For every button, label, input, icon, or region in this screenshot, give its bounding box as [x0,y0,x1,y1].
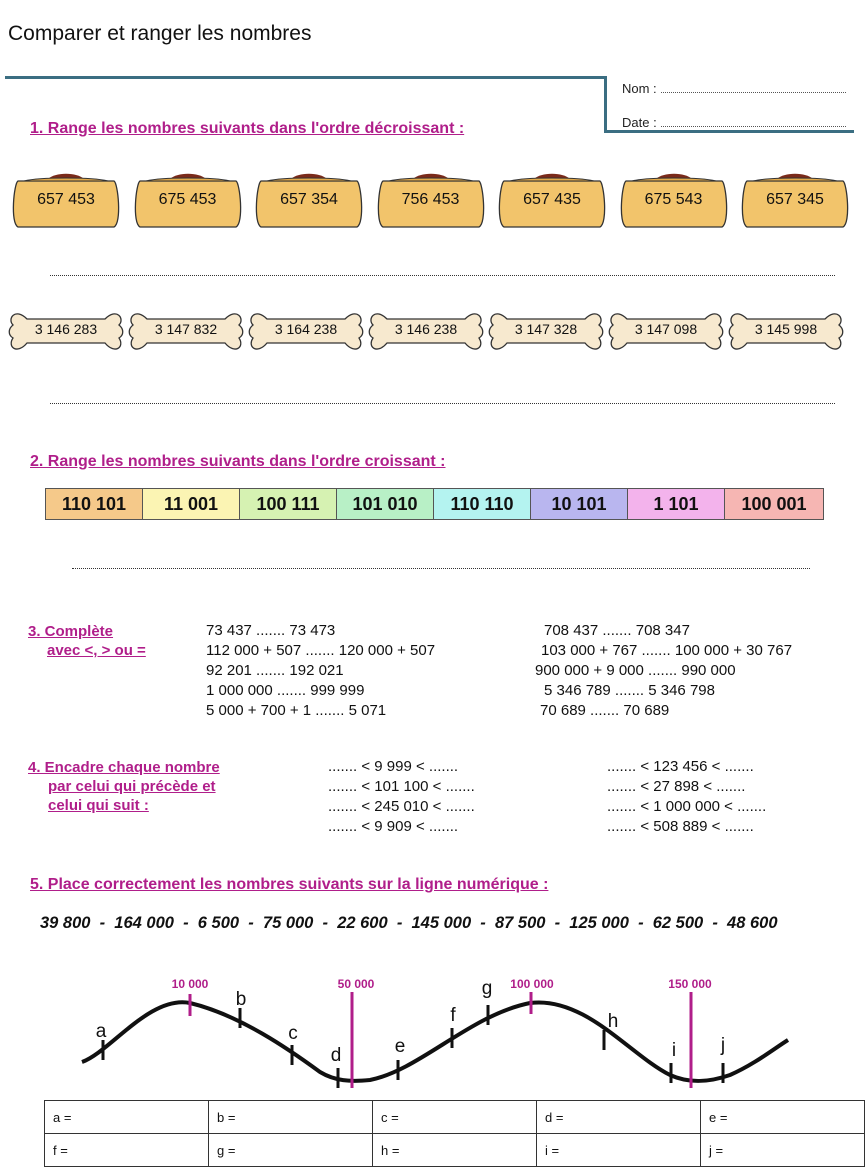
point-label-b: b [235,989,247,1010]
bone-item [727,305,845,355]
strip-cell: 100 001 [725,489,823,519]
bowl-number: 756 453 [401,191,460,208]
bone-number: 3 146 238 [394,321,458,337]
bone-item [127,305,245,355]
bowl-number: 657 435 [523,191,581,208]
compare-line: 1 000 000 ....... 999 999 [206,682,365,699]
point-label-d: d [330,1045,342,1066]
bone-number: 3 164 238 [274,321,338,337]
point-label-j: j [720,1035,726,1056]
exercise3-label [28,622,146,660]
strip-cell: 101 010 [337,489,434,519]
wave-curve [82,1002,788,1081]
bone-number: 3 145 998 [754,321,818,337]
frame-line: ....... < 123 456 < ....... [607,758,754,775]
bone-item [487,305,605,355]
number-line-wave [0,960,868,1100]
exercise1-heading: 1. Range les nombres suivants dans l'ordre décroissant : [30,120,465,137]
header-rule-bottom [604,130,854,133]
bowl-item [618,171,730,231]
point-label-i: i [671,1040,677,1061]
bowl-item [375,171,487,231]
answer-cell-a[interactable]: a = [45,1101,209,1134]
bowl-number: 657 354 [280,191,338,208]
exercise5-heading: 5. Place correctement les nombres suivants sur la ligne numérique : [30,876,549,893]
compare-line: 112 000 + 507 ....... 120 000 + 507 [206,642,436,659]
point-label-e: e [394,1036,406,1057]
date-label: Date : [622,115,657,130]
answer-cell-b[interactable]: b = [209,1101,373,1134]
exercise3-label-1: 3. Complète [28,623,114,640]
number-series: 39 800 - 164 000 - 6 500 - 75 000 - 22 600 - 145 000 - 87 500 - 125 000 - 62 500 - 48 600 [40,914,778,932]
answer-cell-j[interactable]: j = [701,1134,865,1167]
bone-item [247,305,365,355]
name-field[interactable] [622,81,846,96]
frame-line: ....... < 245 010 < ....... [328,798,475,815]
answer-row [45,1101,865,1134]
answer-table [44,1100,865,1167]
header-rule [5,76,605,79]
compare-line: 5 346 789 ....... 5 346 798 [544,682,715,699]
point-label-f: f [450,1005,456,1026]
strip-cell: 110 101 [46,489,143,519]
strip-cell: 1 101 [628,489,725,519]
frame-line: ....... < 27 898 < ....... [607,778,746,795]
bowl-item [10,171,122,231]
answer-cell-d[interactable]: d = [537,1101,701,1134]
frame-line: ....... < 508 889 < ....... [607,818,754,835]
bone-item [607,305,725,355]
bone-number: 3 147 832 [154,321,218,337]
strip-cell: 10 101 [531,489,628,519]
answer-row [45,1134,865,1167]
exercise2-heading: 2. Range les nombres suivants dans l'ordre croissant : [30,453,446,470]
answer-cell-h[interactable]: h = [373,1134,537,1167]
strip-cell: 11 001 [143,489,240,519]
exercise3-left-column [206,621,435,721]
frame-line: ....... < 9 909 < ....... [328,818,459,835]
answer-cell-e[interactable]: e = [701,1101,865,1134]
bone-number: 3 146 283 [34,321,98,337]
bowl-number: 657 345 [766,191,824,208]
compare-line: 5 000 + 700 + 1 ....... 5 071 [206,702,387,719]
compare-line: 70 689 ....... 70 689 [540,702,670,719]
exercise3-label-2: avec <, > ou = [47,642,146,659]
compare-line: 73 437 ....... 73 473 [206,622,336,639]
bone-item [367,305,485,355]
exercise4-label-1: 4. Encadre chaque nombre [28,759,220,776]
compare-line: 900 000 + 9 000 ....... 990 000 [535,662,736,679]
date-field[interactable] [622,115,846,130]
compare-line: 92 201 ....... 192 021 [206,662,344,679]
answer-cell-f[interactable]: f = [45,1134,209,1167]
bowl-number: 657 453 [37,191,95,208]
exercise3-right-column [535,621,792,721]
compare-line: 103 000 + 767 ....... 100 000 + 30 767 [541,642,793,659]
strip-cell: 100 111 [240,489,337,519]
exercise4-label-2: par celui qui précède et [48,778,216,795]
bone-item [7,305,125,355]
frame-line: ....... < 9 999 < ....... [328,758,459,775]
bone-number: 3 147 098 [634,321,698,337]
answer-cell-i[interactable]: i = [537,1134,701,1167]
exercise4-label-3: celui qui suit : [48,797,149,814]
answer-line-2[interactable] [50,403,835,404]
scale-label-50000: 50 000 [337,977,375,991]
bowl-item [739,171,851,231]
bone-number: 3 147 328 [514,321,578,337]
scale-label-150000: 150 000 [668,977,712,991]
answer-cell-c[interactable]: c = [373,1101,537,1134]
bowl-number: 675 543 [644,191,703,208]
frame-line: ....... < 1 000 000 < ....... [607,798,767,815]
answer-cell-g[interactable]: g = [209,1134,373,1167]
header-rule-vertical [604,76,607,132]
frame-line: ....... < 101 100 < ....... [328,778,475,795]
point-label-c: c [288,1023,298,1044]
point-label-h: h [607,1011,619,1032]
page-title: Comparer et ranger les nombres [8,22,312,45]
exercise4-right-column [607,757,766,837]
scale-label-100000: 100 000 [510,977,554,991]
compare-line: 708 437 ....... 708 347 [544,622,690,639]
answer-line-3[interactable] [72,568,810,569]
point-label-g: g [481,978,493,999]
bowl-item [496,171,608,231]
bowl-item [132,171,244,231]
name-label: Nom : [622,81,657,96]
exercise4-label [28,758,220,815]
bowl-item [253,171,365,231]
scale-label-10000: 10 000 [171,977,209,991]
answer-line-1[interactable] [50,275,835,276]
scale-marks [190,992,691,1088]
bowl-number: 675 453 [158,191,217,208]
point-label-a: a [95,1021,107,1042]
strip-cell: 110 110 [434,489,531,519]
number-strip [45,488,824,520]
exercise4-left-column [328,757,475,837]
